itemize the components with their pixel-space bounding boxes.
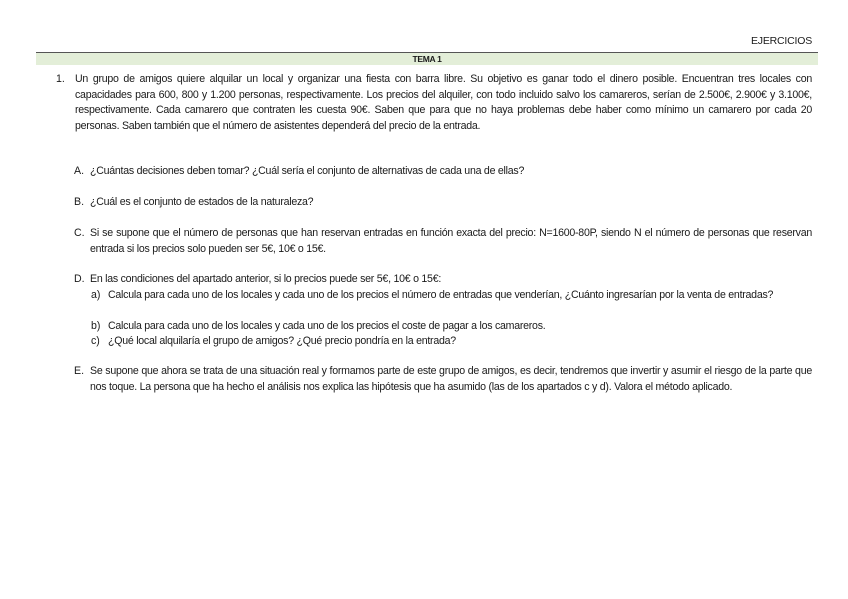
- exercise-number: 1.: [56, 73, 65, 85]
- subquestion-label: c): [91, 335, 100, 347]
- subquestion-label: b): [91, 320, 101, 332]
- question-label: E.: [74, 365, 85, 377]
- question-label: D.: [74, 273, 85, 285]
- header-section-title: EJERCICIOS: [750, 35, 812, 47]
- question-label: A.: [74, 165, 85, 177]
- exercise-statement: Un grupo de amigos quiere alquilar un local y organizar una fiesta con barra libre. Su objetivo es ganar todo el dinero posible. Encuentran tres locales con capacidades para 600, 800 y 1.200 personas, respectivamente. Los precios del alquiler, con todo incluido salvo los camareros, serían de 2.500€, 2.900€ y 3.100€, respectivamente. Cada camarero que contraten les cuesta 90€. Saben que para que no haya problemas debe haber como mínimo un camarero por cada 20 personas. Saben también que el número de asistentes dependerá del precio de la entrada.: [75, 73, 812, 132]
- question-d-text: En las condiciones del apartado anterior, si lo precios puede ser 5€, 10€ o 15€:: [90, 273, 442, 285]
- question-c-text: Si se supone que el número de personas que han reservan entradas en función exacta del precio: N=1600-80P, siendo N el número de personas que reservan entrada si los precios solo pueden ser 5€, 10€ o 15€.: [90, 227, 812, 255]
- subquestion-label: a): [91, 289, 101, 301]
- subquestion-c-text: ¿Qué local alquilaría el grupo de amigos? ¿Qué precio pondría en la entrada?: [108, 335, 456, 347]
- question-label: C.: [74, 227, 85, 239]
- subquestion-b-text: Calcula para cada uno de los locales y cada uno de los precios el coste de pagar a los camareros.: [108, 320, 546, 332]
- question-e-text: Se supone que ahora se trata de una situación real y formamos parte de este grupo de amigos, es decir, tendremos que invertir y asumir el riesgo de la parte que nos toque. La persona que ha hecho el análisis nos explica las hipótesis que ha asumido (las de los apartados c y d). Valora el método aplicado.: [90, 365, 812, 393]
- question-b-text: ¿Cuál es el conjunto de estados de la naturaleza?: [90, 196, 314, 208]
- topic-title-band: TEMA 1: [36, 53, 818, 65]
- question-label: B.: [74, 196, 85, 208]
- subquestion-a-text: Calcula para cada uno de los locales y cada uno de los precios el número de entradas que venderían, ¿Cuánto ingresarían por la venta de entradas?: [108, 289, 774, 301]
- question-a-text: ¿Cuántas decisiones deben tomar? ¿Cuál sería el conjunto de alternativas de cada una de ellas?: [90, 165, 525, 177]
